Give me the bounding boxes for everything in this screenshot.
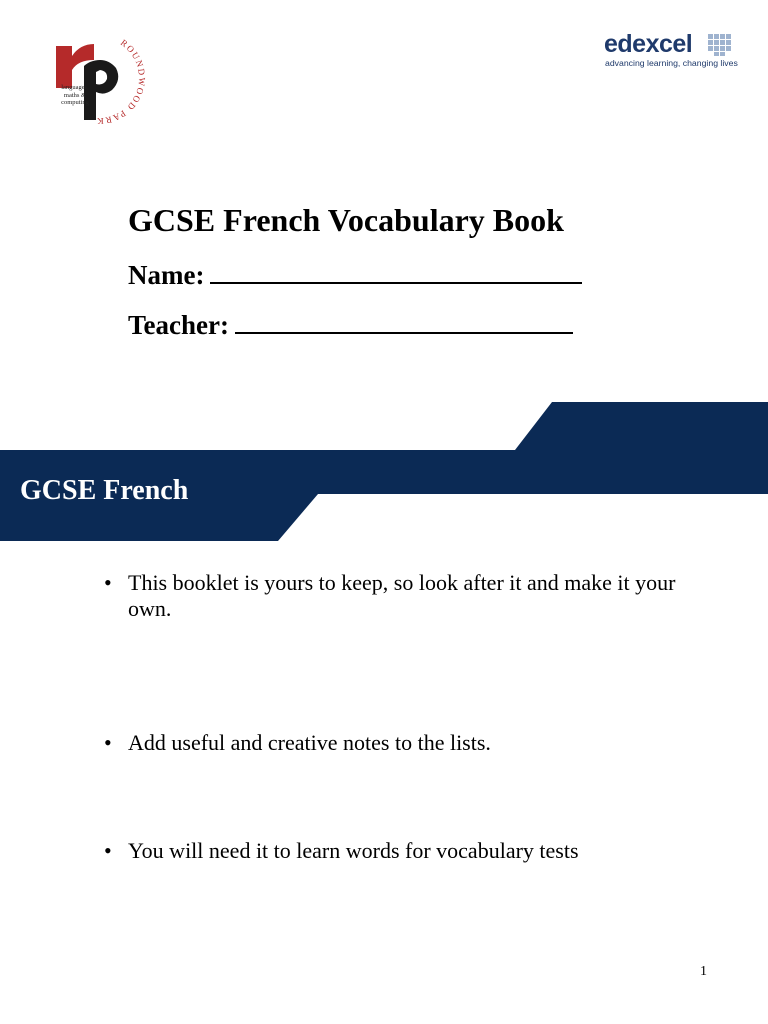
document-title: GCSE French Vocabulary Book [128,202,564,238]
page-number: 1 [700,964,707,979]
edexcel-logo [604,30,744,74]
teacher-field [128,308,573,341]
roundwood-park-logo [28,38,148,128]
logo-tagline: languages, maths & computing [61,84,89,106]
instruction-list [100,570,720,863]
banner-title: GCSE French [20,475,189,506]
rp-monogram-icon [28,38,148,128]
name-field [128,258,582,291]
edexcel-grid-icon [708,34,732,56]
list-item: • You will need it to learn words for vocabulary tests [100,838,720,864]
svg-text:ROUNDWOOD PARK: ROUNDWOOD PARK [95,38,148,127]
teacher-underline [235,308,573,334]
banner-shape [0,400,768,545]
list-item: • This booklet is yours to keep, so look after it and make it your own. [100,570,720,622]
name-underline [210,258,582,284]
list-item: • Add useful and creative notes to the lists. [100,730,720,756]
teacher-label: Teacher: [128,310,229,340]
name-label: Name: [128,260,205,290]
edexcel-wordmark: edexcel [604,30,693,58]
edexcel-tagline: advancing learning, changing lives [605,58,738,68]
